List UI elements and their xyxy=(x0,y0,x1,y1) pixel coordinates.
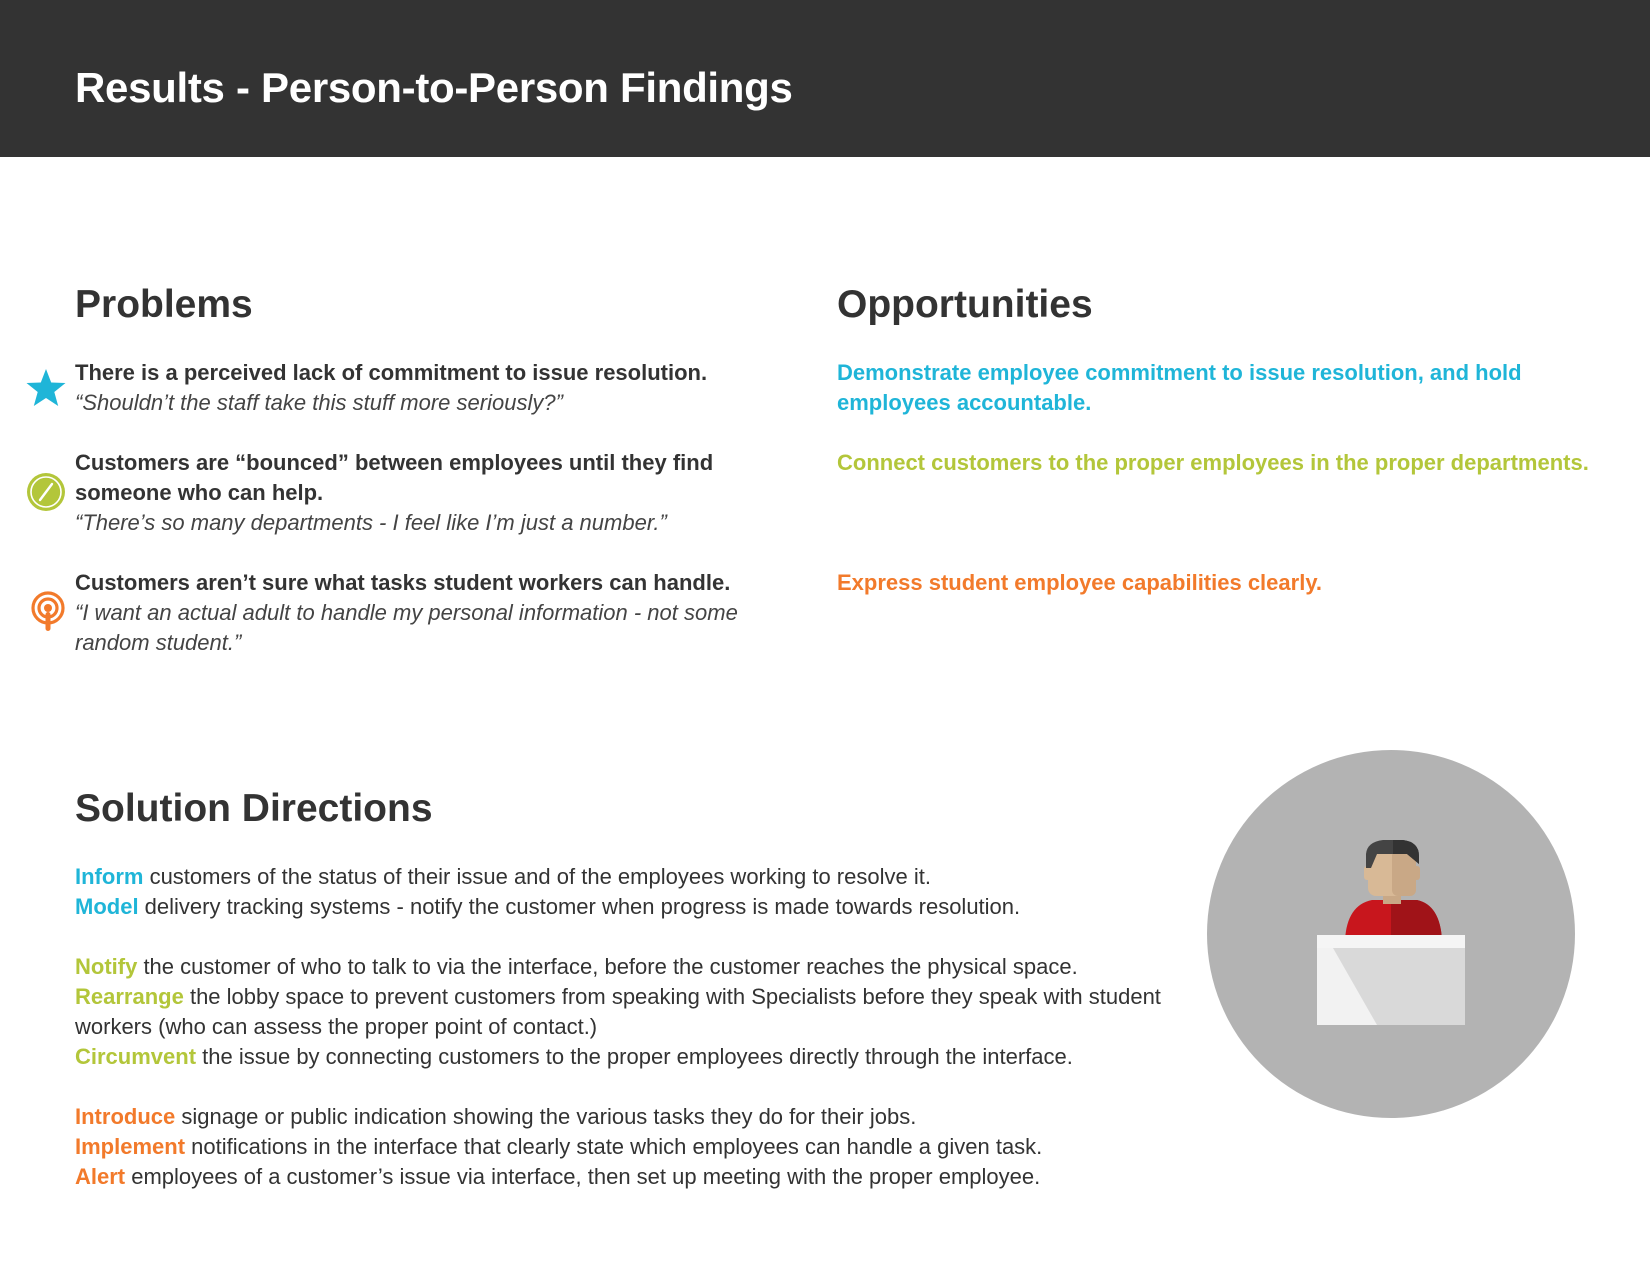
solution-line-inform xyxy=(75,862,1225,892)
solution-line-model xyxy=(75,892,1225,922)
solution-text: notifications in the interface that clearly state which employees can handle a given task. xyxy=(185,1134,1043,1159)
opportunity-item-3: Express student employee capabilities clearly. xyxy=(837,570,1323,595)
solution-line-notify xyxy=(75,952,1225,982)
problem-title: Customers are “bounced” between employees until they find someone who can help. xyxy=(75,450,714,505)
problem-item-1 xyxy=(75,358,795,418)
problem-title: There is a perceived lack of commitment to issue resolution. xyxy=(75,360,708,385)
employee-at-desk-icon xyxy=(1207,750,1575,1118)
opportunity-item-2: Connect customers to the proper employees in the proper departments. xyxy=(837,450,1589,475)
broadcast-icon xyxy=(27,591,69,633)
problem-quote: “I want an actual adult to handle my personal information - not some random student.” xyxy=(75,600,738,655)
solution-line-implement xyxy=(75,1132,1225,1162)
star-icon xyxy=(25,367,67,409)
solution-text: customers of the status of their issue and of the employees working to resolve it. xyxy=(143,864,931,889)
solution-verb: Inform xyxy=(75,864,144,889)
solution-directions-heading: Solution Directions xyxy=(75,787,433,830)
problem-title: Customers aren’t sure what tasks student workers can handle. xyxy=(75,570,731,595)
solution-text: the issue by connecting customers to the proper employees directly through the interface. xyxy=(196,1044,1073,1069)
opportunity-item-1: Demonstrate employee commitment to issue resolution, and hold employees accountable. xyxy=(837,360,1522,415)
solution-line-alert xyxy=(75,1162,1225,1192)
solution-verb: Rearrange xyxy=(75,984,184,1009)
problem-quote: “There’s so many departments - I feel like I’m just a number.” xyxy=(75,510,667,535)
problem-quote: “Shouldn’t the staff take this stuff more seriously?” xyxy=(75,390,563,415)
problems-heading: Problems xyxy=(75,283,253,326)
solution-text: the customer of who to talk to via the interface, before the customer reaches the physical space. xyxy=(137,954,1078,979)
solution-verb: Notify xyxy=(75,954,138,979)
compass-icon xyxy=(25,471,67,513)
solution-directions-list xyxy=(75,862,1225,1192)
solution-verb: Introduce xyxy=(75,1104,176,1129)
problem-item-3 xyxy=(75,568,795,658)
solution-spacer xyxy=(75,1072,1225,1102)
solution-line-introduce xyxy=(75,1102,1225,1132)
solution-text: signage or public indication showing the various tasks they do for their jobs. xyxy=(175,1104,917,1129)
solution-spacer xyxy=(75,922,1225,952)
solution-text: employees of a customer’s issue via interface, then set up meeting with the proper employee. xyxy=(125,1164,1041,1189)
solution-verb: Model xyxy=(75,894,139,919)
solution-verb: Circumvent xyxy=(75,1044,197,1069)
problem-item-2 xyxy=(75,448,795,538)
solution-line-circumvent xyxy=(75,1042,1225,1072)
solution-line-rearrange xyxy=(75,982,1225,1042)
solution-text: the lobby space to prevent customers from speaking with Specialists before they speak with student workers (who can assess the proper point of contact.) xyxy=(75,984,1161,1039)
header-band xyxy=(0,0,1650,157)
page-title: Results - Person-to-Person Findings xyxy=(75,64,793,111)
opportunities-heading: Opportunities xyxy=(837,283,1093,326)
solution-verb: Alert xyxy=(75,1164,126,1189)
solution-text: delivery tracking systems - notify the customer when progress is made towards resolution. xyxy=(138,894,1021,919)
solution-verb: Implement xyxy=(75,1134,186,1159)
